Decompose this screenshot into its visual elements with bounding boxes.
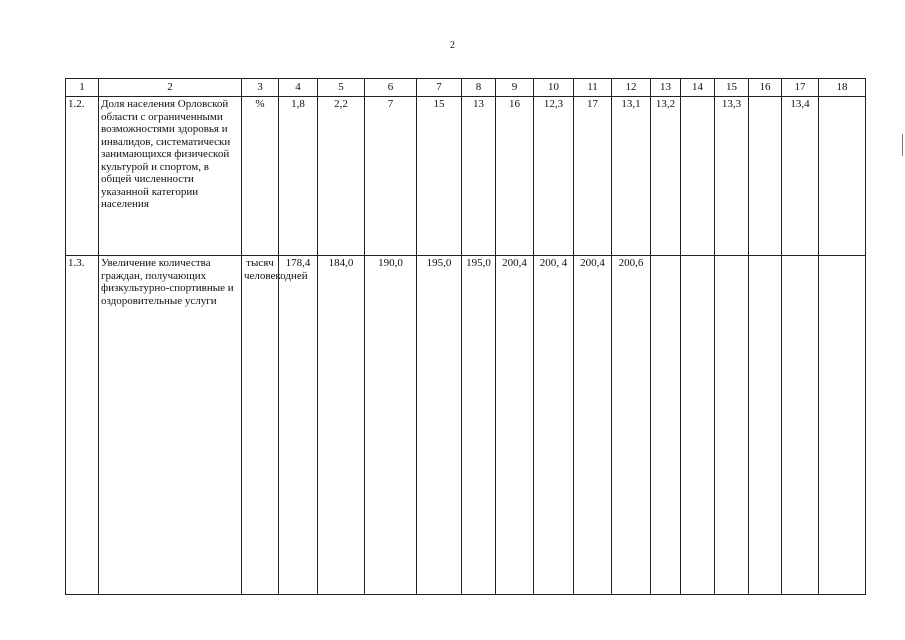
- value-cell: 200, 4: [534, 256, 574, 595]
- column-number: 8: [462, 79, 496, 97]
- value-cell: [819, 97, 866, 256]
- value-cell: 13,2: [651, 97, 681, 256]
- indicators-table: [65, 78, 866, 595]
- value-cell: 190,0: [365, 256, 417, 595]
- value-cell: [651, 256, 681, 595]
- column-number: 5: [318, 79, 365, 97]
- column-number: 18: [819, 79, 866, 97]
- value-cell: 200,4: [496, 256, 534, 595]
- value-cell: 195,0: [462, 256, 496, 595]
- column-number: 1: [66, 79, 99, 97]
- column-number-row: [66, 79, 866, 97]
- row-description: Увеличение количества граждан, получающих физкультурно-спортивные и оздоровительные услуги: [99, 256, 242, 595]
- row-unit: %: [242, 97, 279, 256]
- value-cell: 184,0: [318, 256, 365, 595]
- column-number: 4: [279, 79, 318, 97]
- row-code: 1.3.: [66, 256, 99, 595]
- value-cell: 200,6: [612, 256, 651, 595]
- value-cell: [749, 97, 782, 256]
- value-cell: [819, 256, 866, 595]
- row-description: Доля населения Орловской области с ограниченными возможностями здоровья и инвалидов, систематически занимающихся физической культурой и спортом, в общей численности указанной категории населения: [99, 97, 242, 256]
- column-number: 15: [715, 79, 749, 97]
- value-cell: 17: [574, 97, 612, 256]
- page-edge-mark: [902, 134, 903, 156]
- column-number: 13: [651, 79, 681, 97]
- column-number: 10: [534, 79, 574, 97]
- row-code: 1.2.: [66, 97, 99, 256]
- value-cell: 200,4: [574, 256, 612, 595]
- column-number: 11: [574, 79, 612, 97]
- value-cell: 7: [365, 97, 417, 256]
- value-cell: [782, 256, 819, 595]
- column-number: 6: [365, 79, 417, 97]
- value-cell: 13,1: [612, 97, 651, 256]
- column-number: 14: [681, 79, 715, 97]
- column-number: 7: [417, 79, 462, 97]
- column-number: 12: [612, 79, 651, 97]
- value-cell: 13: [462, 97, 496, 256]
- table-row: [66, 256, 866, 595]
- value-cell: 1,8: [279, 97, 318, 256]
- row-unit: тысяч человекодней: [242, 256, 279, 595]
- value-cell: 178,4: [279, 256, 318, 595]
- value-cell: 15: [417, 97, 462, 256]
- column-number: 2: [99, 79, 242, 97]
- page-number: 2: [450, 40, 455, 51]
- column-number: 3: [242, 79, 279, 97]
- value-cell: 13,4: [782, 97, 819, 256]
- table-row: [66, 97, 866, 256]
- value-cell: 195,0: [417, 256, 462, 595]
- value-cell: [681, 97, 715, 256]
- value-cell: [681, 256, 715, 595]
- value-cell: [715, 256, 749, 595]
- value-cell: 2,2: [318, 97, 365, 256]
- column-number: 17: [782, 79, 819, 97]
- value-cell: [749, 256, 782, 595]
- value-cell: 16: [496, 97, 534, 256]
- value-cell: 12,3: [534, 97, 574, 256]
- value-cell: 13,3: [715, 97, 749, 256]
- column-number: 16: [749, 79, 782, 97]
- column-number: 9: [496, 79, 534, 97]
